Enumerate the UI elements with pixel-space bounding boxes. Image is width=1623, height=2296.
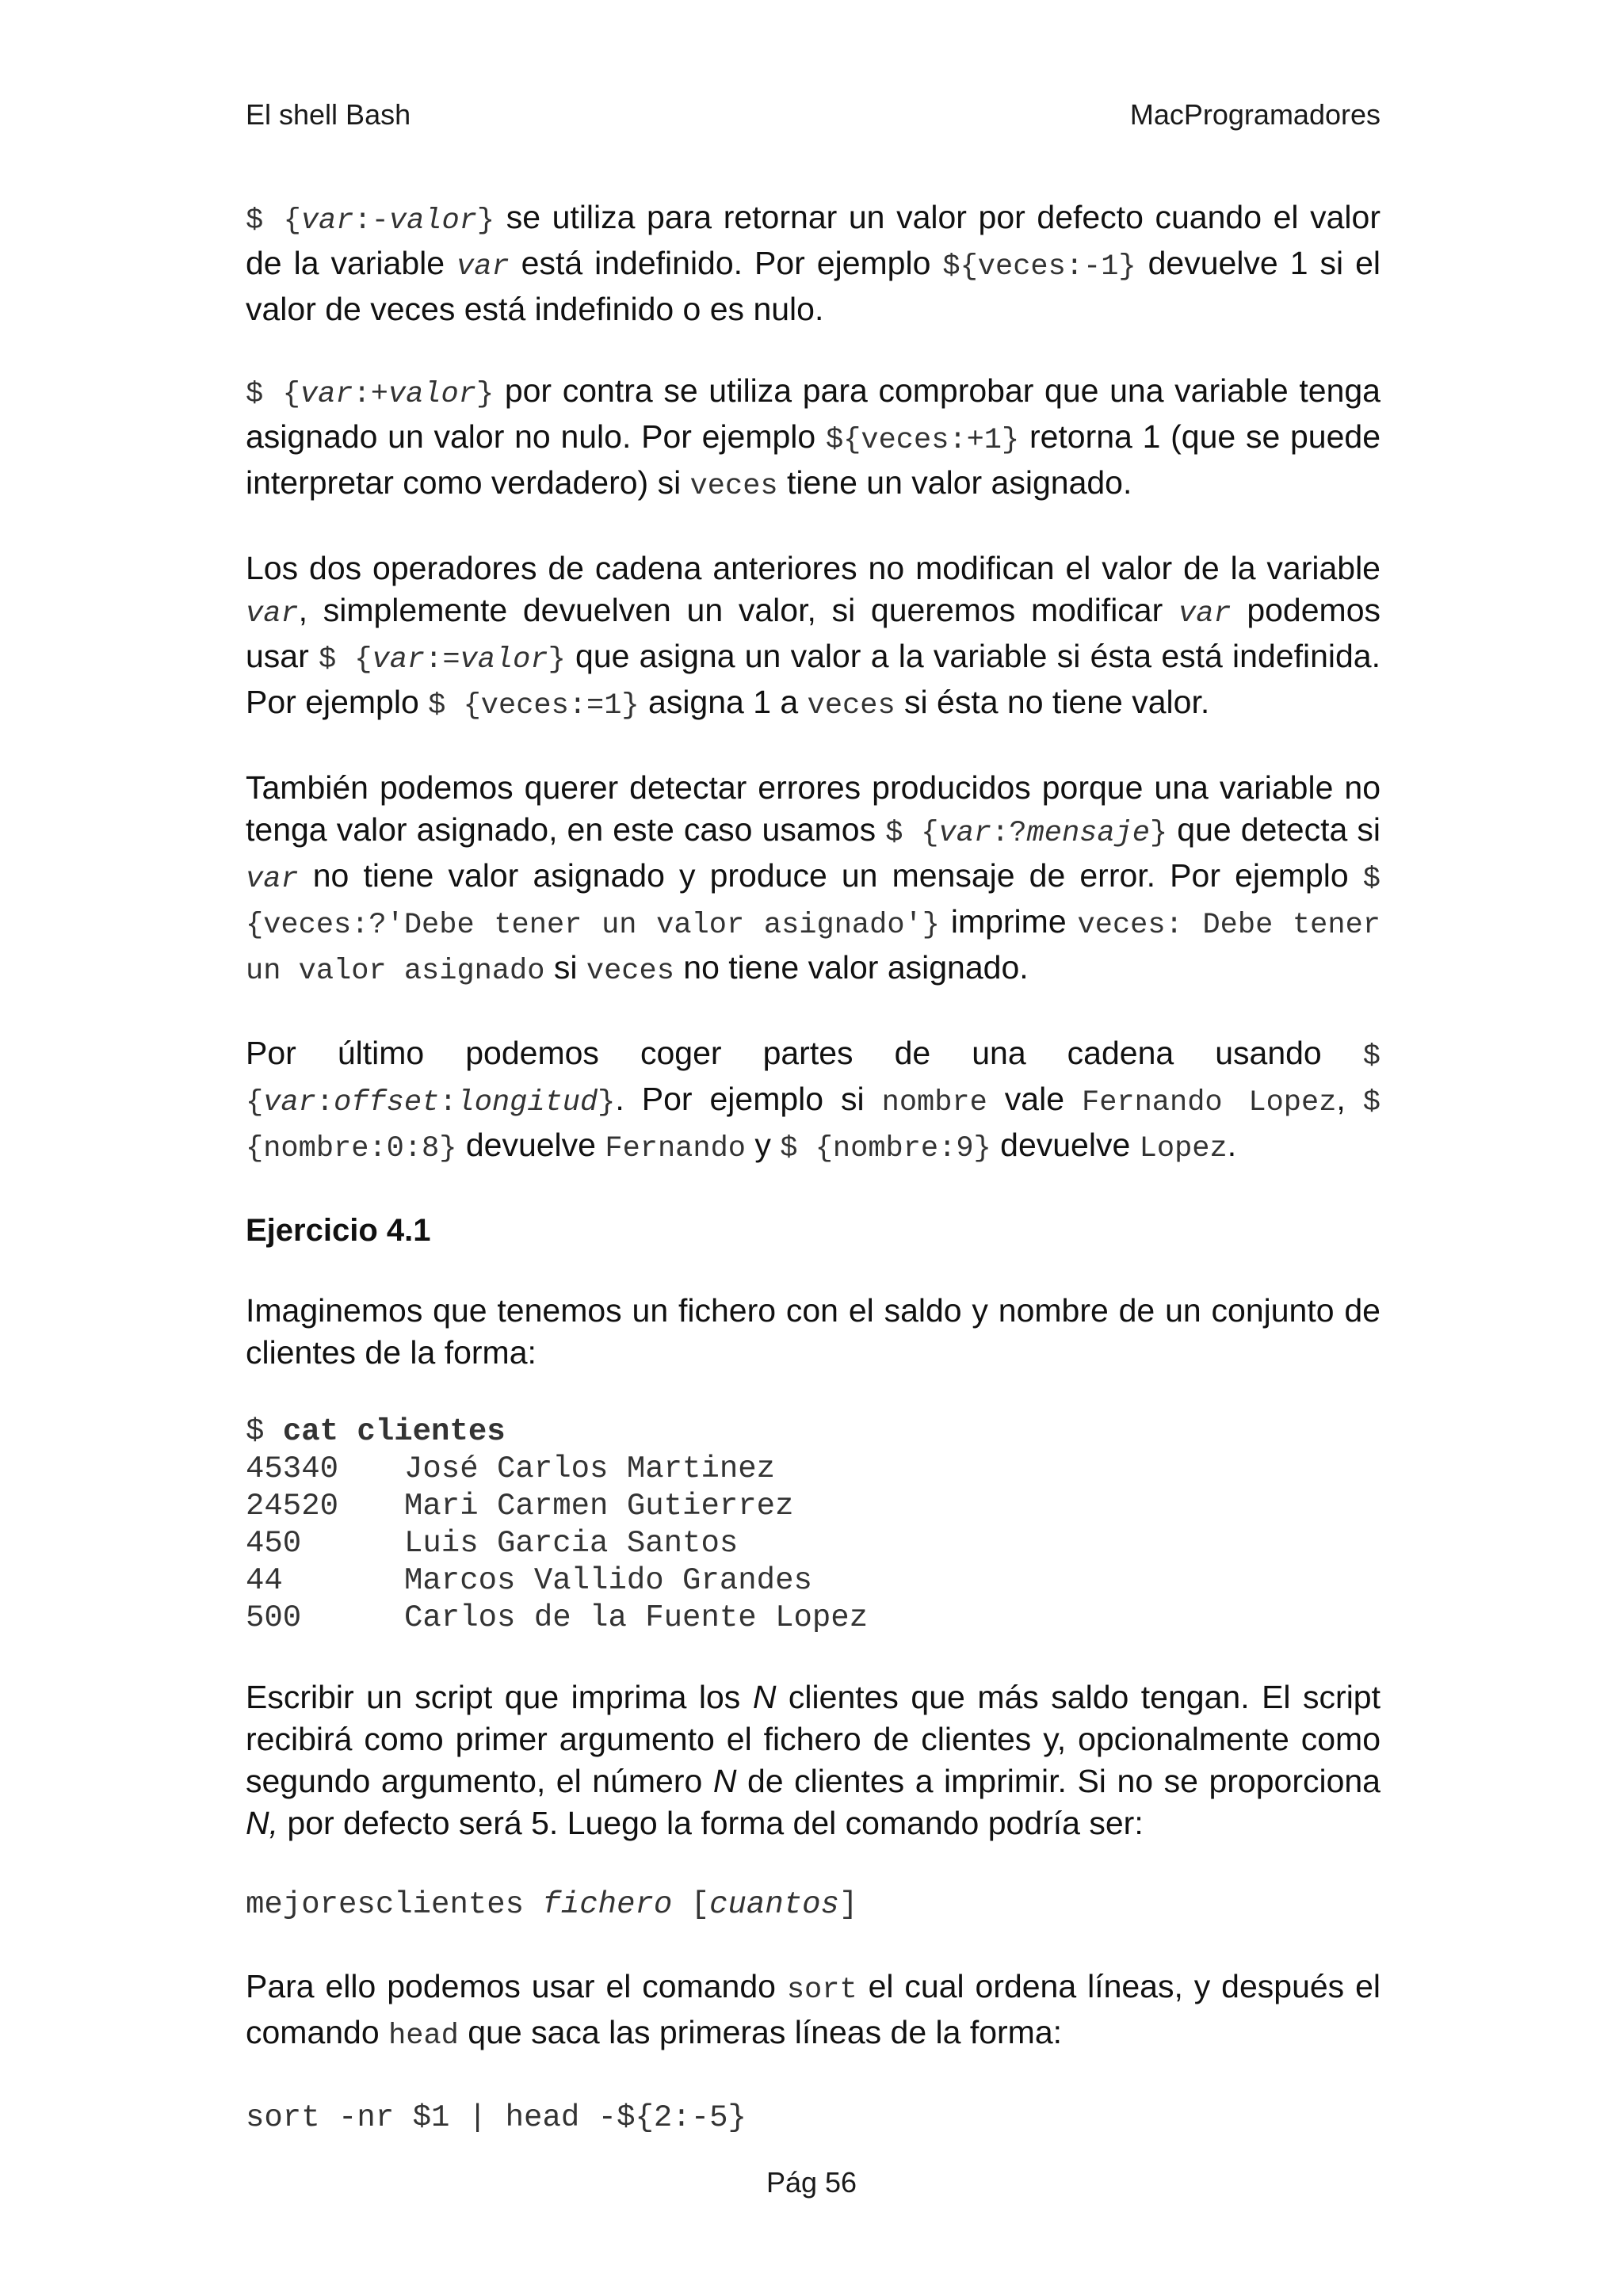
command-example: sort -nr $1 | head -${2:-5}	[246, 2100, 747, 2135]
running-header-left: El shell Bash	[246, 98, 411, 131]
code-value: Fernando Lopez	[1081, 1086, 1337, 1119]
code-example: ${veces:-1}	[942, 250, 1136, 284]
code-var: var	[246, 863, 299, 896]
paragraph-assign-default: Los dos operadores de cadena anteriores no modifican el valor de la variable var, simplemente devuelven un valor, si queremos modificar var podemos usar $ {var:=valor} que asigna un valor a la variable si ésta está indefinida. Por ejemplo $ {veces:=1} asigna 1 a veces si ésta no tiene valor.	[246, 550, 1381, 723]
paragraph-exercise-intro: Imaginemos que tenemos un fichero con el saldo y nombre de un conjunto de clientes de la forma:	[246, 1292, 1381, 1371]
paragraph-alternate-value: $ {var:+valor} por contra se utiliza para comprobar que una variable tenga asignado un valor no nulo. Por ejemplo ${veces:+1} retorna 1 (que se puede interpretar como verdadero) si veces tiene un valor asignado.	[246, 372, 1381, 503]
code-expr: $ {var:-valor}	[246, 204, 495, 238]
listing-row: 450 Luis Garcia Santos	[246, 1526, 739, 1561]
code-example: $ {veces:?'Debe tener un valor asignado'}	[246, 863, 1381, 942]
listing-row: 44 Marcos Vallido Grandes	[246, 1563, 812, 1598]
paragraph-default-value: $ {var:-valor} se utiliza para retornar un valor por defecto cuando el valor de la variable var está indefinido. Por ejemplo ${veces:-1} devuelve 1 si el valor de veces está indefinido o es nulo.	[246, 199, 1381, 327]
code-example: $ {nombre:0:8}	[246, 1086, 1381, 1165]
code-expr: $ {var:offset:longitud}	[246, 1040, 1381, 1119]
code-var: var	[456, 250, 510, 284]
listing-row: 24520 Mari Carmen Gutierrez	[246, 1489, 794, 1524]
running-header-right: MacProgramadores	[1129, 98, 1381, 131]
code-expr: $ {var:?mensaje}	[885, 817, 1168, 850]
code-var: veces	[586, 955, 674, 988]
paragraph-error-check: También podemos querer detectar errores producidos porque una variable no tenga valor asignado, en este caso usamos $ {var:?mensaje} que detecta si var no tiene valor asignado y produce un mensaje de error. Por ejemplo $ {veces:?'Debe tener un valor asignado'} imprime veces: Debe tener un valor asignado si veces no tiene valor asignado.	[246, 769, 1381, 988]
listing-command-line: $ cat clientes	[246, 1414, 506, 1449]
listing-row: 45340 José Carlos Martinez	[246, 1451, 776, 1486]
code-expr: $ {var:+valor}	[246, 378, 495, 411]
code-var: veces	[807, 689, 896, 723]
code-var: var	[1178, 597, 1232, 631]
page-body	[246, 196, 1381, 2179]
code-example: ${veces:+1}	[825, 424, 1020, 457]
code-example: $ {nombre:9}	[780, 1132, 991, 1165]
code-var: nombre	[881, 1086, 987, 1119]
paragraph-substring: Por último podemos coger partes de una cadena usando $ {var:offset:longitud}. Por ejemplo si nombre vale Fernando Lopez, $ {nombre:0:8} devuelve Fernando y $ {nombre:9} devuelve Lopez.	[246, 1035, 1381, 1165]
code-var: var	[246, 597, 299, 631]
paragraph-sort-head: Para ello podemos usar el comando sort el cual ordena líneas, y después el comando head que saca las primeras líneas de la forma:	[246, 1968, 1381, 2053]
code-var: veces	[689, 470, 778, 503]
code-listing-clientes	[246, 1413, 1381, 1637]
code-output: veces: Debe tener un valor asignado	[246, 909, 1381, 988]
exercise-heading: Ejercicio 4.1	[246, 1213, 431, 1248]
code-expr: $ {var:=valor}	[319, 643, 566, 677]
code-example: $ {veces:=1}	[428, 689, 640, 723]
paragraph-exercise-task: Escribir un script que imprima los N clientes que más saldo tengan. El script recibirá como primer argumento el fichero de clientes y, opcionalmente como segundo argumento, el número N de clientes a imprimir. Si no se proporciona N, por defecto será 5. Luego la forma del comando podría ser:	[246, 1679, 1381, 1841]
code-command: head	[388, 2019, 459, 2053]
page-number: Pág 56	[766, 2166, 857, 2199]
usage-synopsis: mejoresclientes fichero [cuantos]	[246, 1887, 858, 1922]
code-output: Fernando	[605, 1132, 746, 1165]
code-output: Lopez	[1139, 1132, 1228, 1165]
listing-row: 500 Carlos de la Fuente Lopez	[246, 1600, 869, 1635]
code-command: sort	[786, 1974, 857, 2007]
